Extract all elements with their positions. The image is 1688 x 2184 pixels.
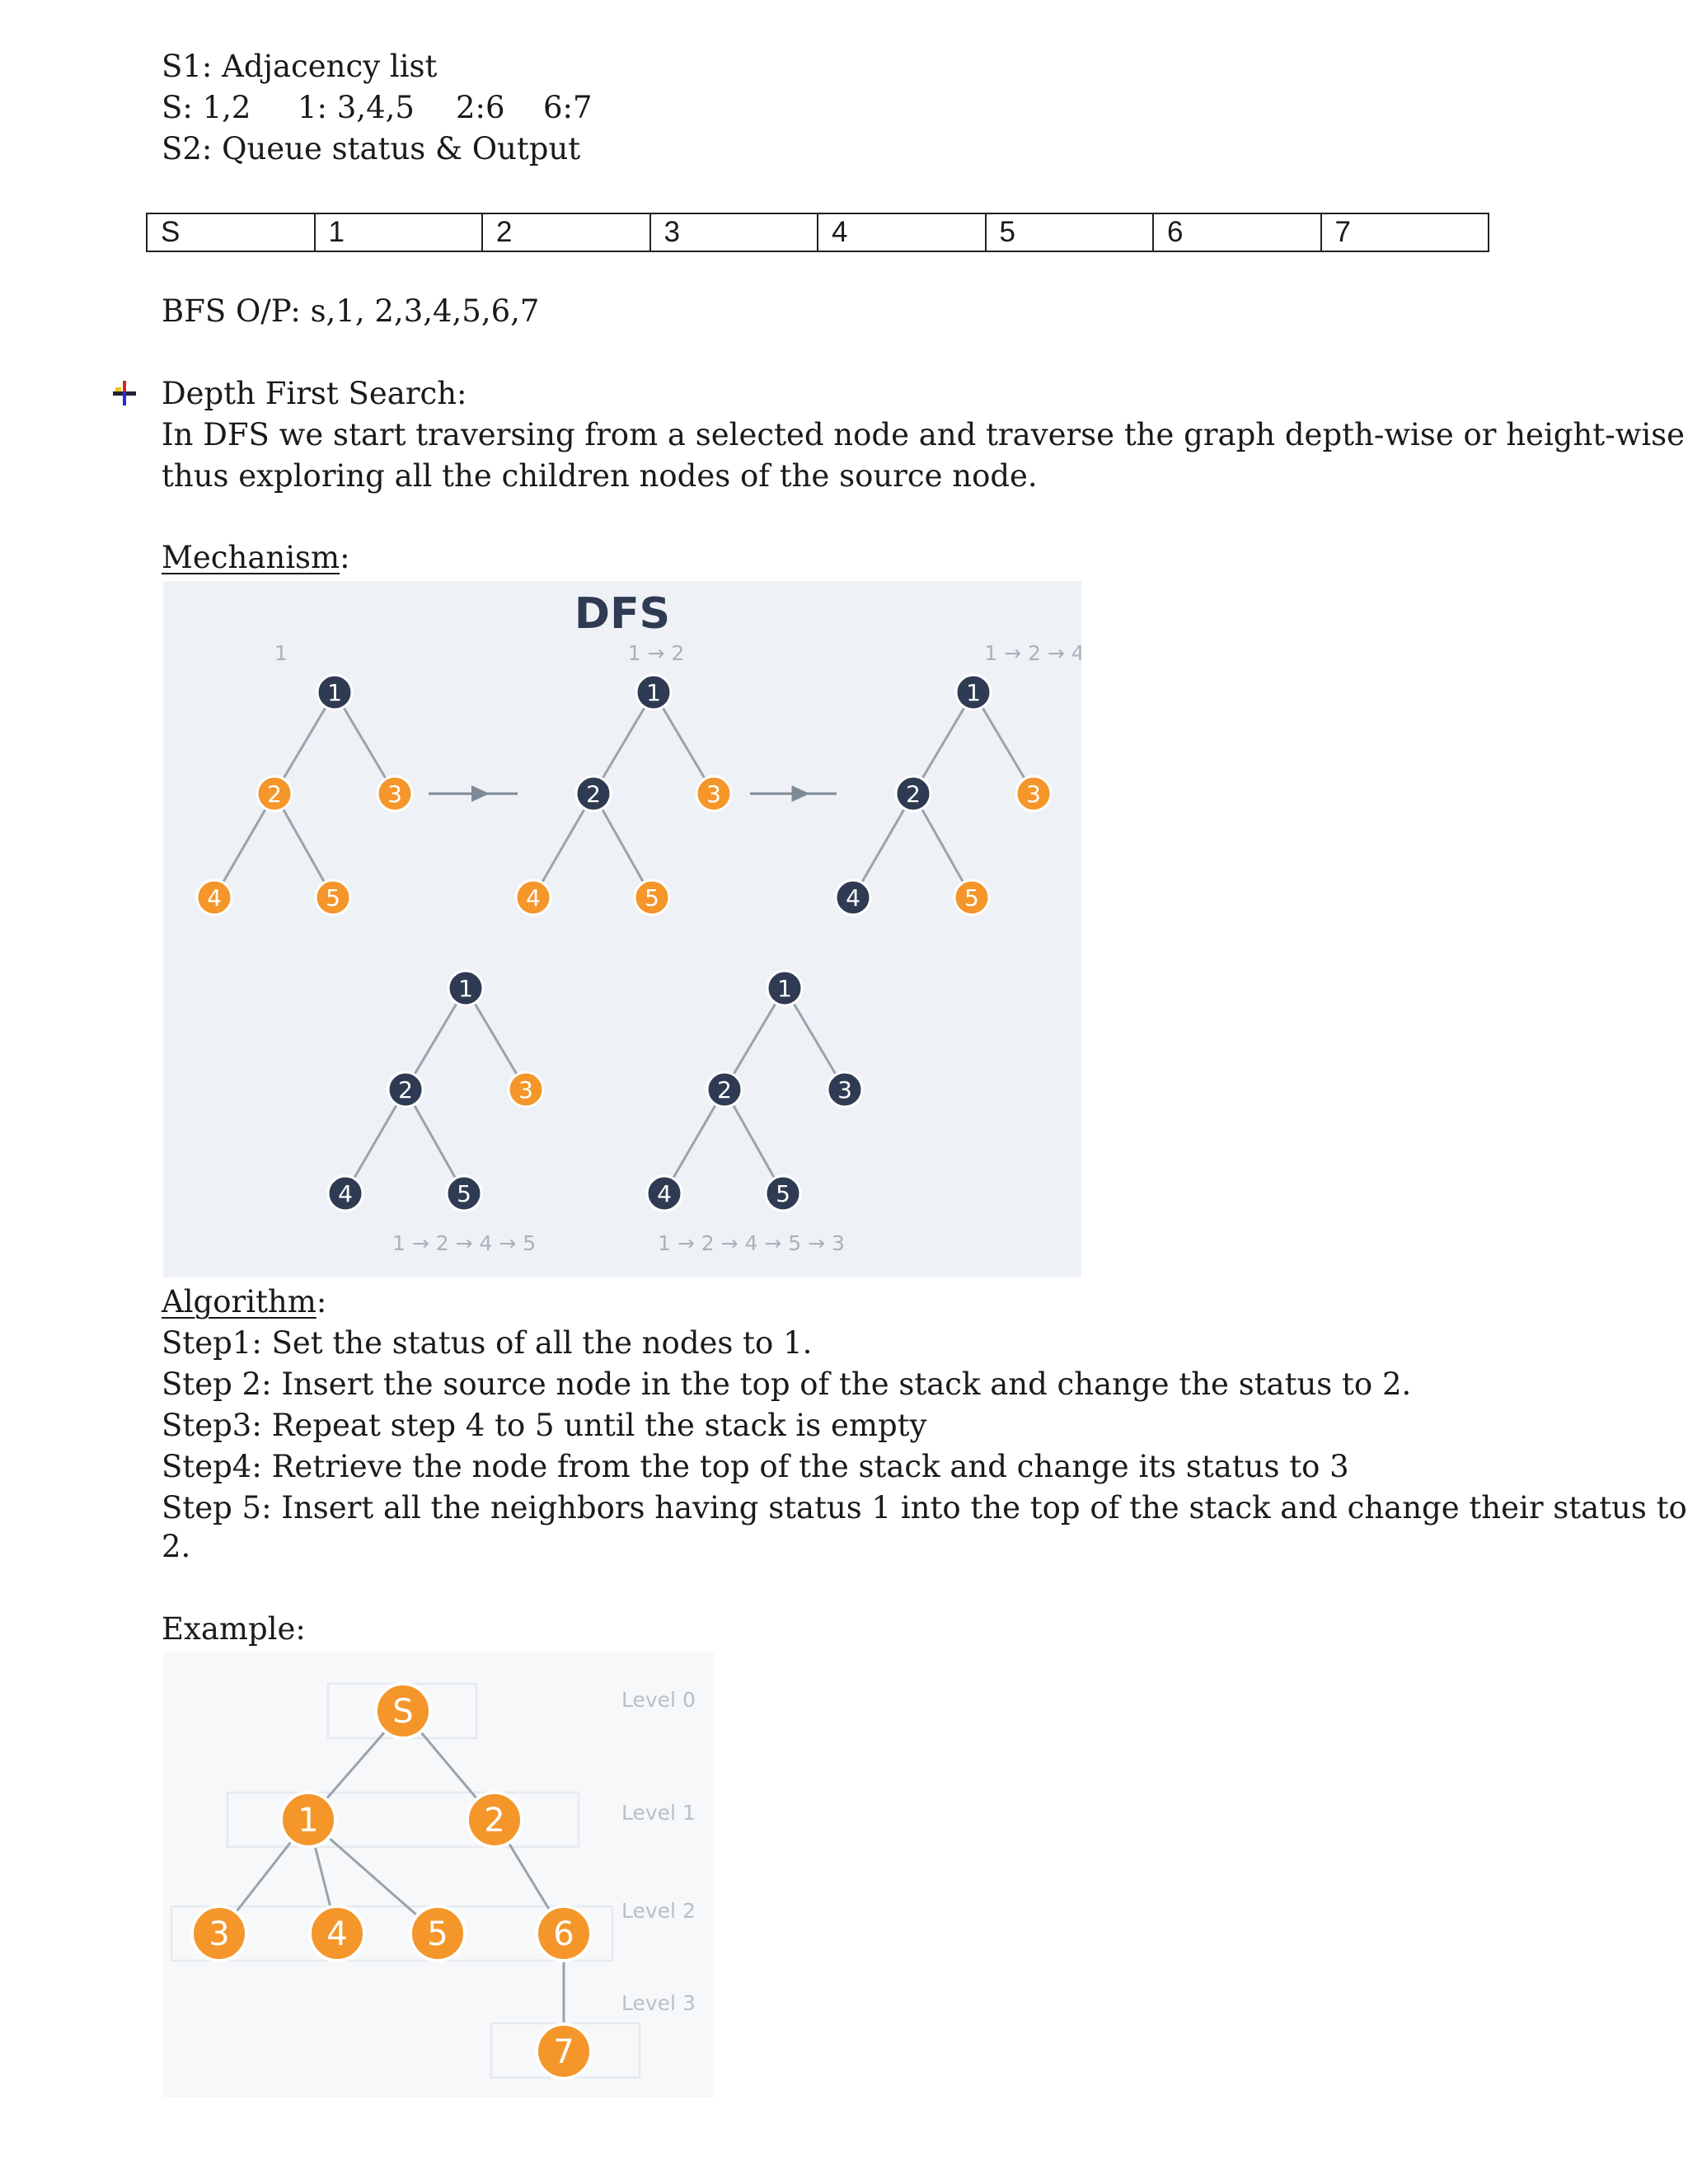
tree-node-label: 5 [427,1915,448,1953]
level-label: Level 0 [621,1688,696,1712]
level-label: Level 1 [621,1801,696,1825]
tree-node-label: 2 [267,780,282,808]
example-figure [163,1652,714,2097]
queue-cell: 2 [483,214,651,251]
tree-node-label: 3 [706,780,721,808]
tree-node-label: 6 [553,1915,574,1953]
queue-status-table [146,213,1489,252]
visit-order-caption: 1 → 2 → 4 → 5 [392,1231,537,1255]
tree-node-label: 1 [298,1802,319,1840]
example-tree-diagram [163,1652,714,2097]
visit-order-caption: 1 → 2 → 4 [984,641,1081,665]
algorithm-label: Algorithm [162,1284,316,1319]
queue-cell: S [148,214,316,251]
bfs-output: BFS O/P: s,1, 2,3,4,5,6,7 [162,293,540,329]
tree-node-label: 1 [327,679,342,706]
tree-node-label: 5 [645,884,659,912]
dfs-intro-line-2: thus exploring all the children nodes of the source node. [162,458,1038,494]
visit-order-caption: 1 → 2 → 4 → 5 → 3 [658,1231,845,1255]
tree-node-label: 5 [457,1180,471,1207]
queue-cell: 6 [1154,214,1322,251]
visit-order-caption: 1 → 2 [627,641,685,665]
algorithm-colon: : [316,1284,327,1319]
tree-node-label: 5 [776,1180,790,1207]
mechanism-heading [162,537,350,579]
s1-heading: S1: Adjacency list [162,49,438,84]
dfs-heading: Depth First Search: [162,376,467,411]
tree-node-label: 3 [209,1915,230,1953]
adjacency-entry: 6:7 [543,90,593,125]
tree-node-label: 4 [338,1180,353,1207]
tree-node-label: 2 [398,1076,413,1104]
example-heading: Example: [162,1611,306,1647]
tree-node-label: 1 [458,975,473,1002]
algorithm-step: Step 5: Insert all the neighbors having status 1 into the top of the stack and change their status to [162,1490,1687,1526]
tree-node-label: 4 [207,884,222,912]
tree-node-label: 4 [846,884,860,912]
queue-cell: 7 [1334,216,1351,248]
queue-cell: 4 [818,214,987,251]
tree-node-label: 4 [326,1915,348,1953]
tree-node-label: 2 [484,1802,505,1840]
algorithm-heading [162,1282,326,1323]
tree-node-label: 2 [906,780,921,808]
level-label: Level 2 [621,1899,696,1923]
queue-cell: 1 [316,214,484,251]
figure-background [163,581,1081,1277]
adjacency-entry: 2:6 [456,90,505,125]
tree-node-label: 2 [586,780,601,808]
tree-node-label: S [392,1693,414,1731]
tree-node-label: 3 [518,1076,533,1104]
algorithm-step: Step 2: Insert the source node in the top of the stack and change the status to 2. [162,1366,1412,1402]
s2-heading: S2: Queue status & Output [162,131,581,166]
adjacency-entry: S: 1,2 [162,90,251,125]
figure-title: DFS [574,589,671,639]
tree-node-label: 7 [553,2033,574,2071]
tree-node-label: 5 [964,884,979,912]
adjacency-list [162,87,593,129]
queue-cell: 5 [987,214,1155,251]
tree-node-label: 3 [1026,780,1041,808]
level-label: Level 3 [621,1991,696,2015]
mechanism-label: Mechanism [162,540,340,575]
dfs-mechanism-diagram [163,581,1081,1277]
queue-cell: 3 [651,214,819,251]
tree-node-label: 4 [526,884,541,912]
mechanism-colon: : [340,540,350,575]
tree-node-label: 2 [717,1076,732,1104]
tree-node-label: 3 [387,780,402,808]
dfs-intro-line-1: In DFS we start traversing from a selected node and traverse the graph depth-wise or height-wise [162,417,1686,452]
tree-node-label: 4 [657,1180,672,1207]
algorithm-step: Step1: Set the status of all the nodes to 1. [162,1325,813,1361]
cross-bullet-icon [110,379,138,407]
algorithm-step: Step4: Retrieve the node from the top of the stack and change its status to 3 [162,1449,1349,1484]
tree-node-label: 1 [966,679,981,706]
visit-order-caption: 1 [274,641,288,665]
tree-node-label: 5 [326,884,340,912]
adjacency-entry: 1: 3,4,5 [298,90,415,125]
algorithm-step: 2. [162,1529,191,1564]
tree-node-label: 1 [777,975,792,1002]
tree-node-label: 3 [837,1076,852,1104]
figure-background [163,1652,714,2097]
algorithm-step: Step3: Repeat step 4 to 5 until the stack is empty [162,1408,927,1443]
tree-node-label: 1 [646,679,661,706]
dfs-mechanism-figure [163,581,1081,1277]
